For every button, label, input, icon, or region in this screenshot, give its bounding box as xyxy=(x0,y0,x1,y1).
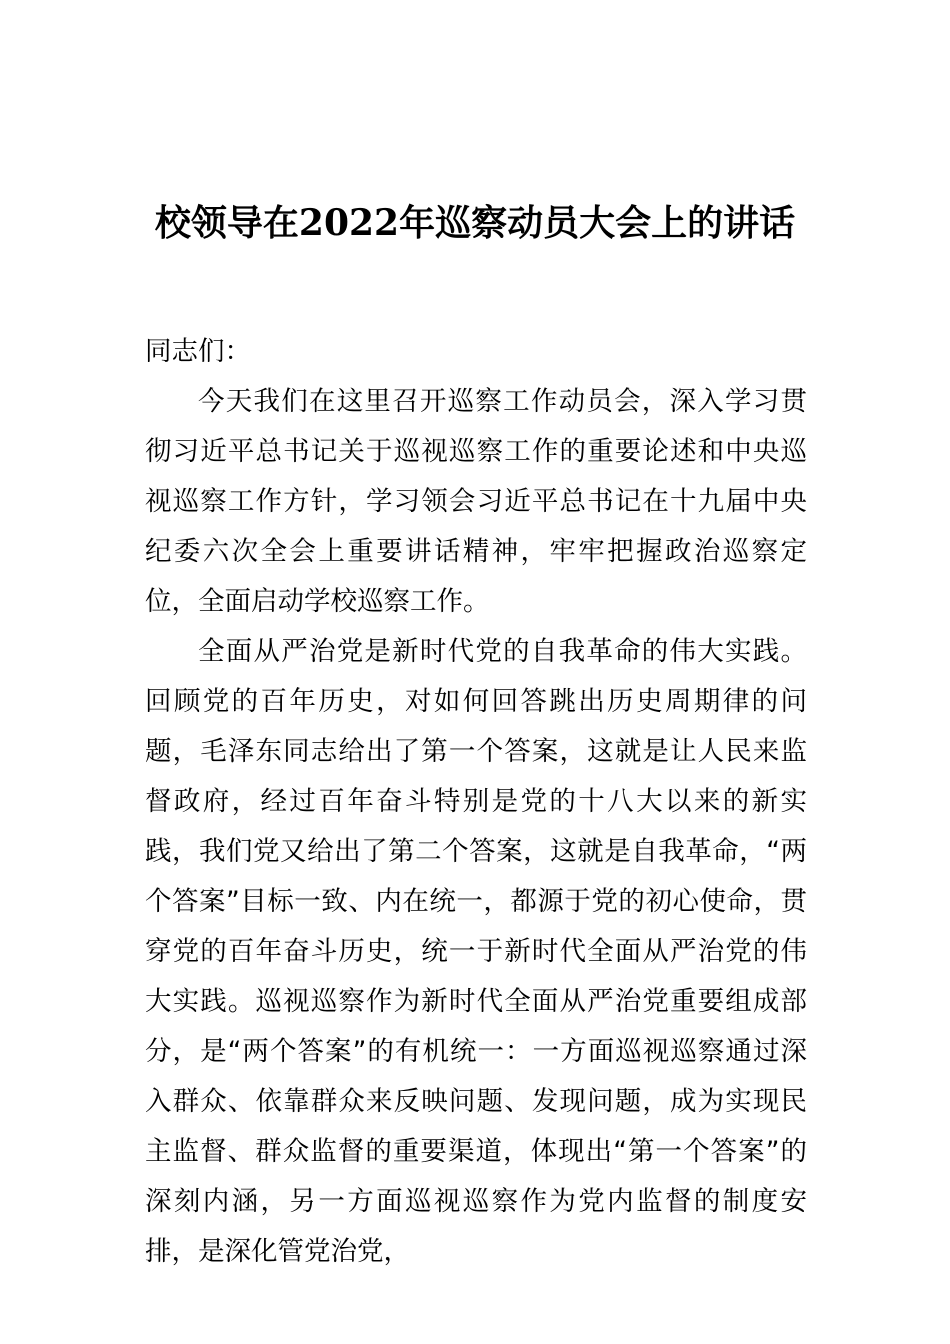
document-title: 校领导在2022年巡察动员大会上的讲话 xyxy=(154,202,796,244)
body-paragraph-2: 全面从严治党是新时代党的自我革命的伟大实践。回顾党的百年历史，对如何回答跳出历史周期律的问题，毛泽东同志给出了第一个答案，这就是让人民来监督政府，经过百年奋斗特别是党的十八大以来的新实践，我们党又给出了第二个答案，这就是自我革命，“两个答案”目标一致、内在统一，都源于党的初心使命，贯穿党的百年奋斗历史，统一于新时代全面从严治党的伟大实践。巡视巡察作为新时代全面从严治党重要组成部分，是“两个答案”的有机统一：一方面巡视巡察通过深入群众、依靠群众来反映问题、发现问题，成为实现民主监督、群众监督的重要渠道，体现出“第一个答案”的深刻内涵，另一方面巡视巡察作为党内监督的制度安排，是深化管党治党， xyxy=(145,636,807,1267)
salutation: 同志们： xyxy=(145,336,251,367)
body-paragraph-1: 今天我们在这里召开巡察工作动员会，深入学习贯彻习近平总书记关于巡视巡察工作的重要论述和中央巡视巡察工作方针，学习领会习近平总书记在十九届中央纪委六次全会上重要讲话精神，牢牢把握政治巡察定位，全面启动学校巡察工作。 xyxy=(145,386,807,617)
document-body xyxy=(145,327,807,1277)
